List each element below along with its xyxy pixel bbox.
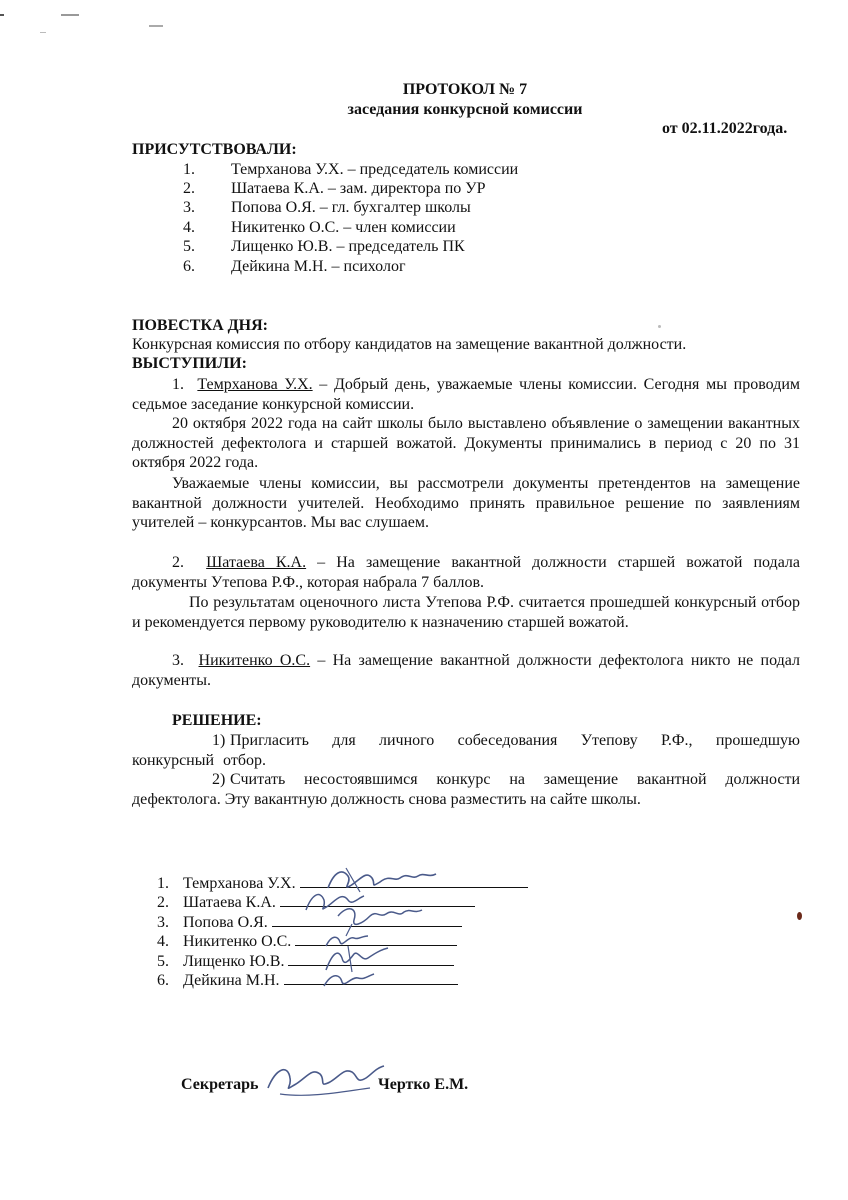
present-member: Лищенко Ю.В. – председатель ПК xyxy=(231,238,465,255)
scan-speck xyxy=(40,32,46,33)
scan-speck xyxy=(658,325,661,328)
signature-row xyxy=(157,931,457,951)
list-item-number: 2. xyxy=(183,180,195,197)
signatory-name: Шатаева К.А. xyxy=(183,894,276,911)
list-item-number: 4. xyxy=(183,219,195,236)
scan-speck xyxy=(797,912,802,920)
present-member: Попова О.Я. – гл. бухгалтер школы xyxy=(231,199,471,216)
signature-row xyxy=(157,970,458,990)
secretary-label: Секретарь xyxy=(181,1076,259,1093)
list-item-number: 5. xyxy=(157,953,169,970)
signature-row xyxy=(157,951,454,971)
signature-line xyxy=(280,892,475,907)
list-item-number: 6. xyxy=(183,258,195,275)
list-item-number: 3. xyxy=(183,199,195,216)
speaker-name: Шатаева К.А. xyxy=(206,554,307,571)
agenda-heading: ПОВЕСТКА ДНЯ: xyxy=(132,317,268,334)
protocol-date: от 02.11.2022года. xyxy=(662,120,788,137)
signatory-name: Лищенко Ю.В. xyxy=(183,953,285,970)
signatory-name: Попова О.Я. xyxy=(183,914,268,931)
signatory-name: Никитенко О.С. xyxy=(183,933,292,950)
signature-row xyxy=(157,912,462,932)
speaker-1-paragraph xyxy=(132,375,800,414)
present-member: Никитенко О.С. – член комиссии xyxy=(231,219,456,236)
decision-text: Считать несостоявшимся конкурс на замещение вакантной должности дефектолога. Эту вакантную должность снова разместить на сайте школы. xyxy=(132,771,800,808)
list-item-number: 4. xyxy=(157,933,169,950)
speaker-name: Темрханова У.Х. xyxy=(197,376,313,393)
present-member: Дейкина М.Н. – психолог xyxy=(231,258,406,275)
signature-line xyxy=(288,951,454,966)
present-member: Шатаева К.А. – зам. директора по УР xyxy=(231,180,486,197)
speaker-2-paragraph xyxy=(132,553,800,592)
signatory-name: Темрханова У.Х. xyxy=(183,875,296,892)
secretary-name: Чертко Е.М. xyxy=(378,1076,469,1093)
speaker-1-paragraph-2: 20 октября 2022 года на сайт школы было выставлено объявление о замещении вакантных должностей дефектолога и старшей вожатой. Документы принимались в период с 20 по 31 октября 2022 года. xyxy=(132,415,800,471)
protocol-subtitle: заседания конкурсной комиссии xyxy=(347,101,583,118)
decision-heading: РЕШЕНИЕ: xyxy=(172,712,262,729)
secretary-signature xyxy=(260,1058,390,1102)
list-item-number: 5. xyxy=(183,238,195,255)
decision-number: 1) xyxy=(212,732,226,749)
speaker-name: Никитенко О.С. xyxy=(198,652,311,669)
decision-item-1 xyxy=(132,731,800,770)
speaker-text: – На замещение вакантной должности старшей вожатой подала документы Утепова Р.Ф., которая набрала 7 баллов. xyxy=(132,554,801,591)
list-item-number: 1. xyxy=(157,875,169,892)
scan-speck xyxy=(149,25,163,27)
speaker-2-paragraph-2: По результатам оценочного листа Утепова Р.Ф. считается прошедшей конкурсный отбор и рекомендуется первому руководителю к назначению старшей вожатой. xyxy=(132,594,800,631)
signature-line xyxy=(295,931,457,946)
list-item-number: 2. xyxy=(157,894,169,911)
decision-number: 2) xyxy=(212,771,226,788)
speaker-number: 1. xyxy=(172,376,184,393)
present-heading: ПРИСУТСТВОВАЛИ: xyxy=(132,141,297,158)
signature-row xyxy=(157,892,475,912)
agenda-text: Конкурсная комиссия по отбору кандидатов на замещение вакантной должности. xyxy=(132,336,687,353)
scan-speck xyxy=(0,14,4,16)
speaker-3-paragraph xyxy=(132,651,800,690)
signatory-name: Дейкина М.Н. xyxy=(183,972,280,989)
signature-line xyxy=(300,873,528,888)
decision-item-2 xyxy=(132,770,800,809)
decision-text: Пригласить для личного собеседования Утепову Р.Ф., прошедшую конкурсный отбор. xyxy=(132,732,800,769)
speaker-number: 3. xyxy=(172,652,184,669)
list-item-number: 3. xyxy=(157,914,169,931)
speaker-text: – На замещение вакантной должности дефектолога никто не подал документы. xyxy=(132,652,801,689)
list-item-number: 6. xyxy=(157,972,169,989)
speaker-1-paragraph-3: Уважаемые члены комиссии, вы рассмотрели документы претендентов на замещение вакантной должности учителей. Необходимо принять правильное решение по заявлениям учителей – конкурсантов. Мы вас слушаем. xyxy=(132,475,800,531)
signature-row xyxy=(157,873,528,893)
signature-line xyxy=(272,912,462,927)
speaker-text: – Добрый день, уважаемые члены комиссии. Сегодня мы проводим седьмое заседание конкурсной комиссии. xyxy=(132,376,801,413)
speaker-number: 2. xyxy=(172,554,184,571)
signature-line xyxy=(284,970,458,985)
list-item-number: 1. xyxy=(183,161,195,178)
present-member: Темрханова У.Х. – председатель комиссии xyxy=(231,161,519,178)
speakers-heading: ВЫСТУПИЛИ: xyxy=(132,355,247,372)
scan-speck xyxy=(61,14,79,16)
protocol-title: ПРОТОКОЛ № 7 xyxy=(402,81,528,98)
